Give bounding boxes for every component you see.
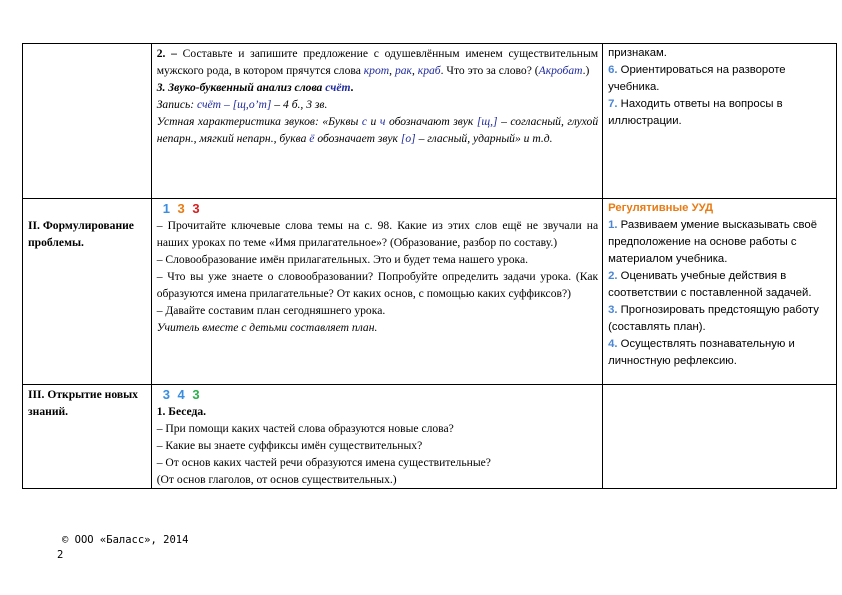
content-cell [151, 44, 602, 199]
uud-item-6 [608, 62, 832, 96]
copyright: © ООО «Баласс», 2014 [62, 534, 189, 546]
oral-text: – гласный, ударный» и т.д. [418, 132, 553, 145]
uud-text: Находить ответы на вопросы в иллюстрации. [608, 98, 783, 127]
record-word: счёт [197, 98, 222, 111]
task-2-close: .) [582, 64, 590, 77]
uud-number: 2. [608, 270, 618, 282]
uud-text: Прогнозировать предстоящую работу (составлять план). [608, 304, 819, 333]
sound: [щ,] [476, 115, 498, 128]
oral-text: – согласный, глухой непарн., мягкий непарн., буква [156, 115, 599, 145]
paragraph: – При помощи каких частей слова образуются новые слова? [156, 422, 454, 435]
uud-number: 7. [608, 98, 618, 110]
oral-text: обозначает звук [317, 132, 398, 145]
icon-number: 1 [162, 201, 172, 216]
uud-text: признакам. [608, 47, 667, 59]
lesson-table [22, 43, 837, 489]
icon-number: 3 [192, 387, 202, 402]
task-3-word: счёт [325, 81, 351, 94]
oral-characteristic [157, 113, 598, 147]
section-title: 1. Беседа. [156, 405, 207, 418]
paragraph: – Прочитайте ключевые слова темы на с. 98. Какие из этих слов ещё не звучали на наших уроках по теме «Имя прилагательное»? (Образование, разбор по составу.) [156, 219, 599, 249]
uud-text: Осуществлять познавательную и личностную рефлексию. [608, 338, 795, 367]
stage-title: III. Открытие новых знаний. [28, 388, 138, 418]
page-number: 2 [57, 549, 64, 561]
task-2-answer: Акробат [538, 64, 583, 77]
uud-item-1 [608, 217, 832, 268]
uud-cell [603, 44, 837, 199]
letter: ё [309, 132, 315, 145]
paragraph: – От основ каких частей речи образуются имена существительные? [156, 456, 491, 469]
icon-numbers [157, 200, 598, 217]
record-transcription: [щ,о’т] [232, 98, 272, 111]
teacher-note: Учитель вместе с детьми составляет план. [156, 321, 378, 334]
paragraph: – Словообразование имён прилагательных. Это и будет тема нашего урока. [156, 253, 529, 266]
oral-text: «Буквы [322, 115, 359, 128]
hidden-word: крот [363, 64, 390, 77]
oral-label: Устная характеристика звуков: [156, 115, 319, 128]
sound: [о] [400, 132, 416, 145]
task-3 [157, 79, 598, 96]
uud-item-4 [608, 336, 832, 370]
icon-number: 3 [177, 201, 187, 216]
uud-text: Развиваем умение высказывать своё предположение на основе работы с материалом учебника. [608, 219, 817, 265]
uud-text: Оценивать учебные действия в соответствии с поставленной задачей. [608, 270, 812, 299]
task-2-number: 2. – [156, 47, 177, 60]
task-2-question: . Что это за слово? ( [440, 64, 539, 77]
stage-title: II. Формулирование проблемы. [28, 219, 134, 249]
uud-number: 4. [608, 338, 618, 350]
table-row [23, 44, 837, 199]
oral-text: и [370, 115, 377, 128]
uud-item-3 [608, 302, 832, 336]
table-row [23, 385, 837, 489]
icon-number: 4 [177, 387, 187, 402]
stage-cell [23, 199, 152, 385]
letter: ч [379, 115, 386, 128]
hidden-word: краб [417, 64, 441, 77]
icon-numbers [157, 386, 598, 403]
hidden-word: рак [394, 64, 412, 77]
uud-number: 3. [608, 304, 618, 316]
stage-cell [23, 385, 152, 489]
letter: с [361, 115, 368, 128]
uud-text: Ориентироваться на развороте учебника. [608, 64, 786, 93]
uud-number: 6. [608, 64, 618, 76]
task-2: 2. – Составьте и запишите предложение с одушевлённым именем существительным мужского рода, в котором прячутся слова крот, рак, краб. Что это за слово? (Акробат.) [156, 47, 599, 77]
uud-item-7 [608, 96, 832, 130]
oral-text: обозначают звук [388, 115, 474, 128]
uud-item-2 [608, 268, 832, 302]
record-label: Запись: [156, 98, 195, 111]
uud-cell-empty [603, 385, 837, 489]
paragraph: – Что вы уже знаете о словообразовании? Попробуйте определить задачи урока. (Как образуются имена прилагательные? От каких основ, с помощью каких суффиксов?) [156, 270, 599, 300]
record-dash: – [223, 98, 230, 111]
record-line [157, 96, 598, 113]
stage-cell-empty [23, 44, 152, 199]
uud-cell [603, 199, 837, 385]
uud-number: 1. [608, 219, 618, 231]
content-cell [151, 199, 602, 385]
icon-number: 3 [192, 201, 202, 216]
table-row [23, 199, 837, 385]
icon-number: 3 [162, 387, 172, 402]
paragraph: – Какие вы знаете суффиксы имён существительных? [156, 439, 423, 452]
record-rest: – 4 б., 3 зв. [274, 98, 328, 111]
task-3-dot: . [350, 81, 354, 94]
paragraph: (От основ глаголов, от основ существительных.) [156, 473, 397, 486]
uud-title: Регулятивные УУД [608, 202, 714, 214]
content-cell [151, 385, 602, 489]
task-2-text: Составьте и запишите предложение с одушевлённым именем существительным мужского рода, в котором прячутся слова [156, 47, 599, 77]
task-3-title: 3. Звуко-буквенный анализ слова [156, 81, 323, 94]
paragraph: – Давайте составим план сегодняшнего урока. [156, 304, 386, 317]
